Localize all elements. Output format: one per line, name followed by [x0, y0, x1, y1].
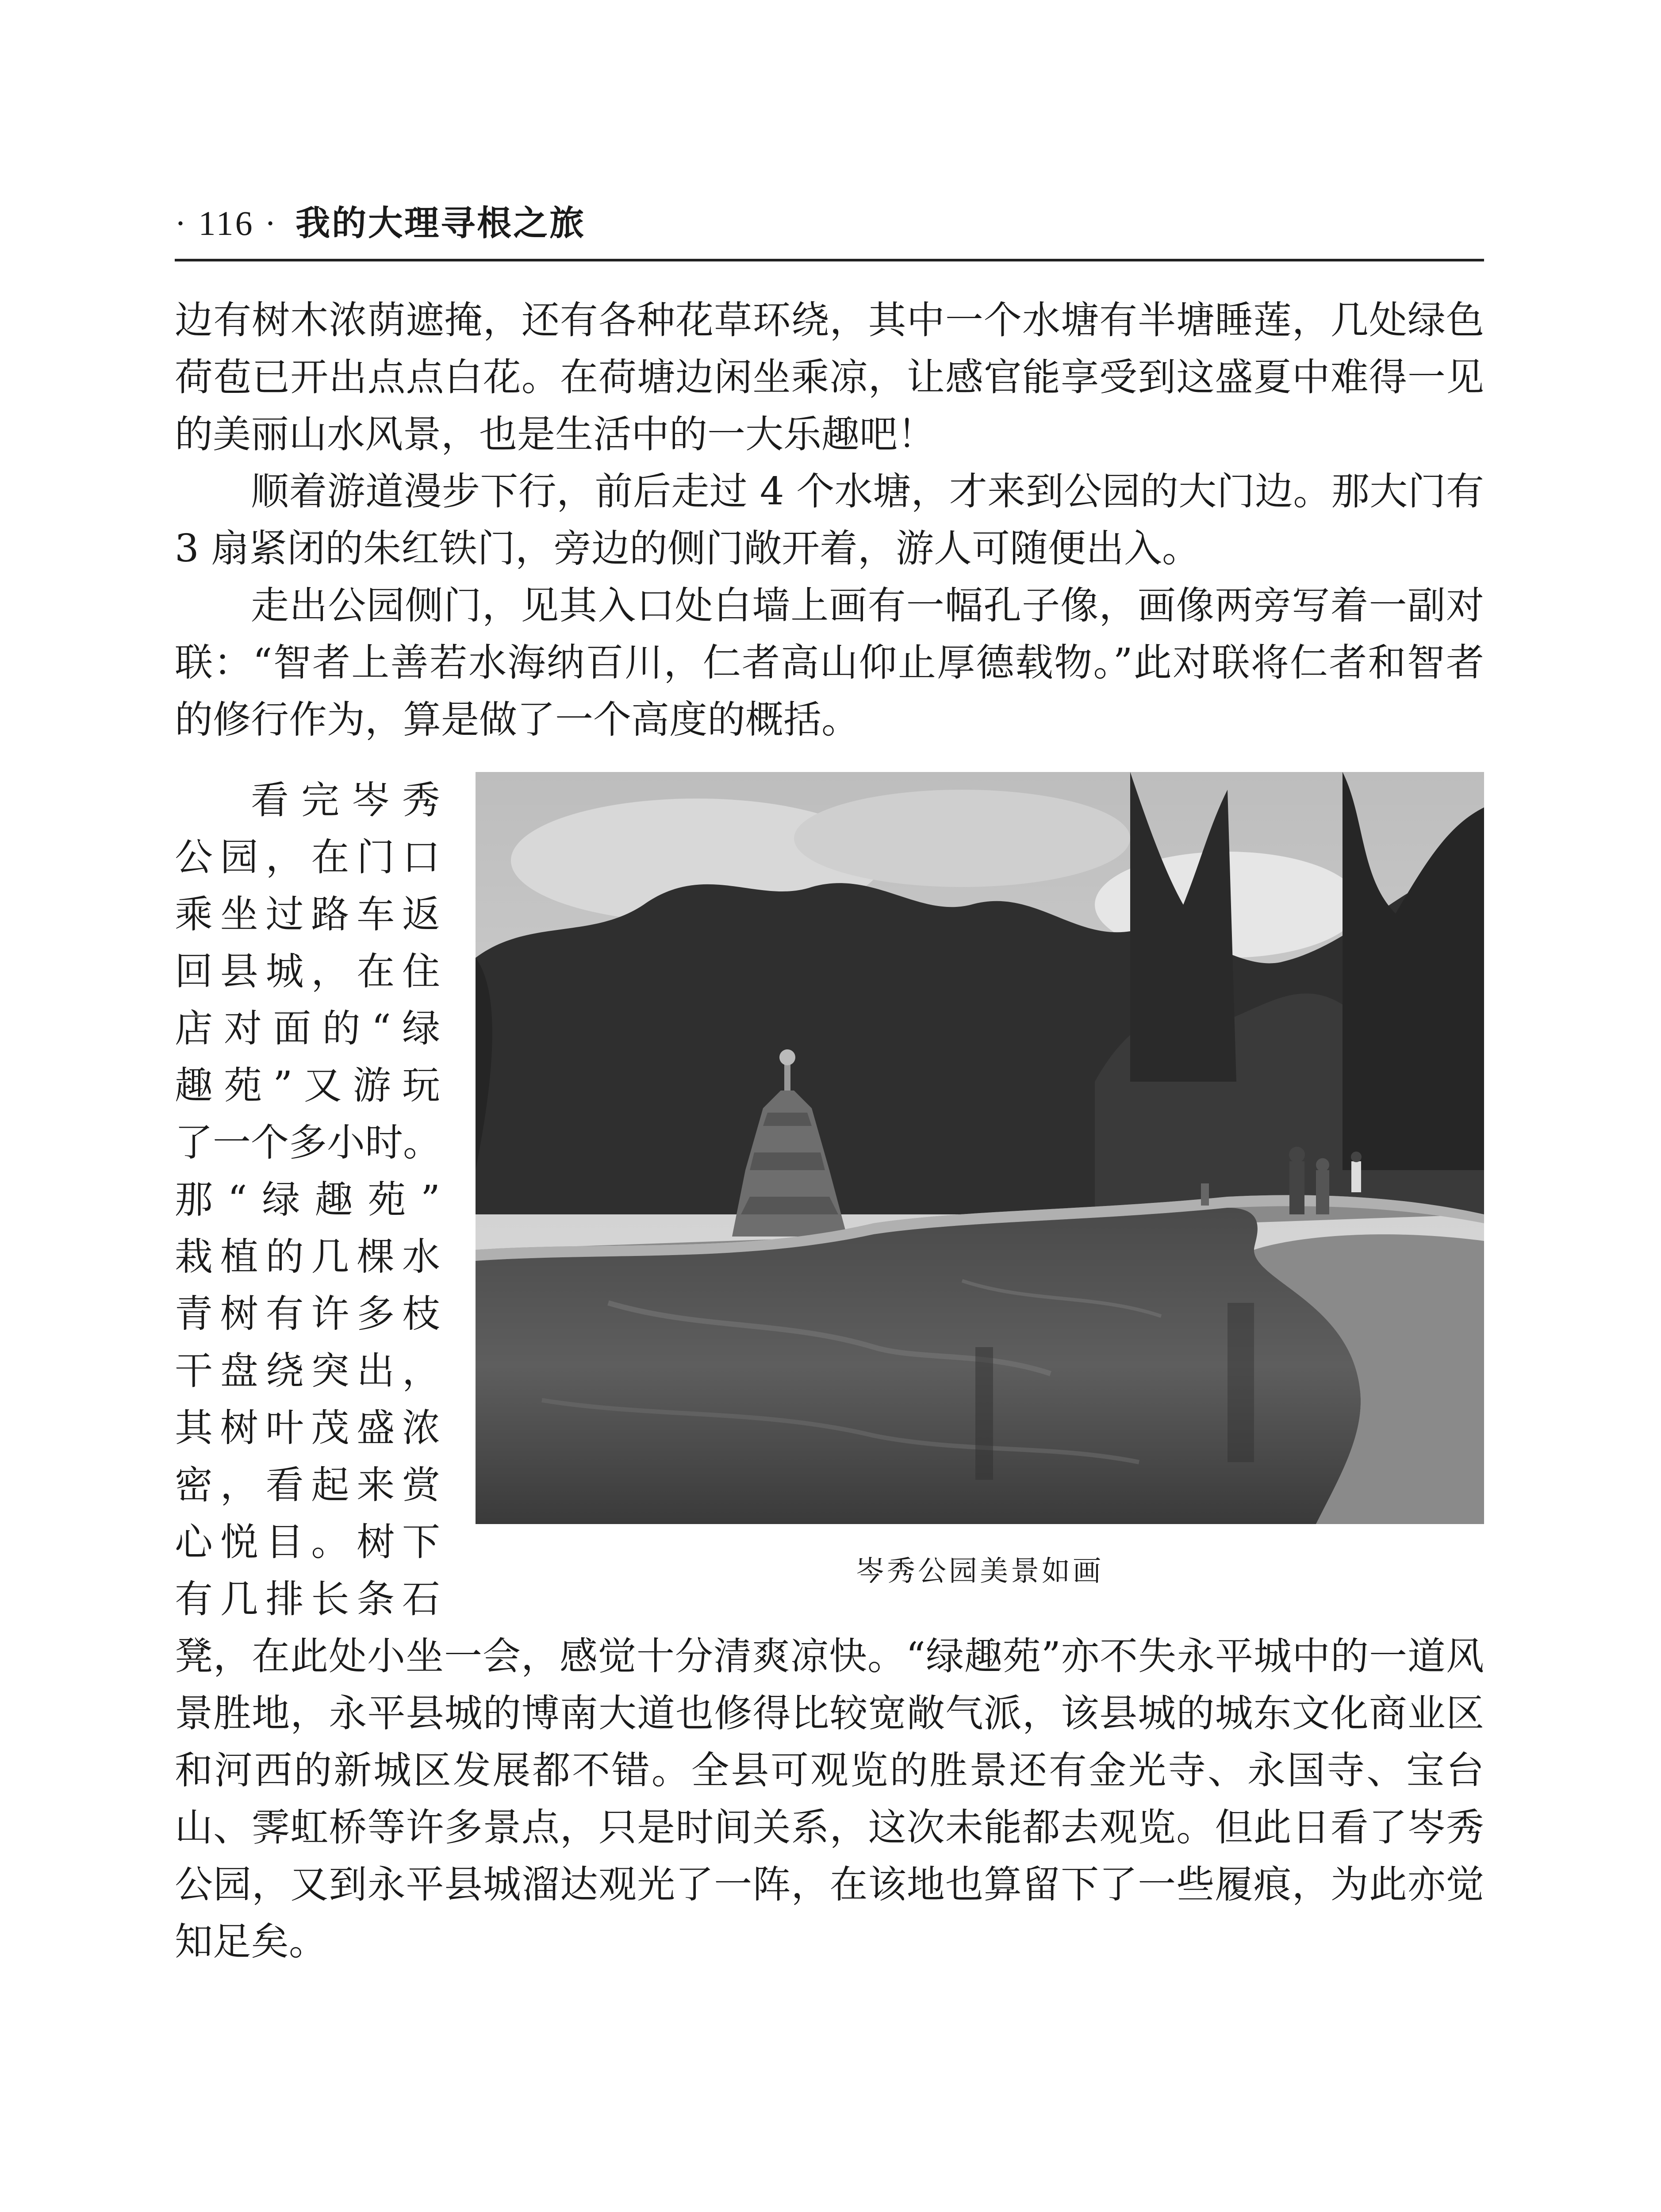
- wrapped-line: 那“绿趣苑”: [175, 1178, 440, 1222]
- paragraph-3: 走出公园侧门，见其入口处白墙上画有一幅孔子像，画像两旁写着一副对联：“智者上善若水海纳百川，仁者高山仰止厚德载物。”此对联将仁者和智者的修行作为，算是做了一个高度的概括。: [175, 584, 1484, 742]
- park-pond-illustration: [476, 772, 1484, 1524]
- wrapped-line: 有几排长条石: [175, 1577, 440, 1621]
- wrapped-line: 回县城，在住: [175, 949, 440, 994]
- page-number: · 116 ·: [175, 204, 278, 242]
- wrapped-line: 了一个多小时。: [175, 1121, 441, 1165]
- wrapped-line: 密，看起来赏: [175, 1463, 440, 1507]
- paragraph-2: 顺着游道漫步下行，前后走过 4 个水塘，才来到公园的大门边。那大门有 3 扇紧闭的朱红铁门，旁边的侧门敞开着，游人可随便出入。: [175, 469, 1484, 571]
- paragraph-4-continued: 凳，在此处小坐一会，感觉十分清爽凉快。“绿趣苑”亦不失永平城中的一道风景胜地，永平县城的博南大道也修得比较宽敞气派，该县城的城东文化商业区和河西的新城区发展都不错。全县可观览的胜景还有金光寺、永国寺、宝台山、霁虹桥等许多景点，只是时间关系，这次未能都去观览。但此日看了岑秀公园，又到永平县城溜达观光了一阵，在该地也算留下了一些履痕，为此亦觉知足矣。: [175, 1634, 1484, 1964]
- wrapped-line: 干盘绕突出，: [175, 1349, 440, 1393]
- wrapped-line: 公园，在门口: [175, 835, 440, 879]
- wrapped-line: 青树有许多枝: [175, 1292, 440, 1336]
- book-title: 我的大理寻根之旅: [295, 204, 586, 243]
- header-rule: [175, 259, 1484, 261]
- park-pond-photo: [476, 772, 1484, 1524]
- wrapped-line: 乘坐过路车返: [175, 892, 440, 937]
- wrapped-line: 看完岑秀: [251, 778, 440, 822]
- photo-caption: 岑秀公园美景如画: [856, 1555, 1104, 1588]
- running-header: [175, 195, 1484, 252]
- wrapped-line: 趣苑”又游玩: [175, 1064, 440, 1108]
- wrapped-line: 心悦目。树下: [175, 1520, 440, 1564]
- wrapped-line: 店对面的“绿: [175, 1006, 440, 1051]
- paragraph-1: 边有树木浓荫遮掩，还有各种花草环绕，其中一个水塘有半塘睡莲，几处绿色荷苞已开出点点白花。在荷塘边闲坐乘凉，让感官能享受到这盛夏中难得一见的美丽山水风景，也是生活中的一大乐趣吧！: [175, 298, 1484, 457]
- wrapped-line: 其树叶茂盛浓: [175, 1406, 440, 1450]
- paragraph-4-wrapped-column: [175, 772, 440, 1628]
- wrapped-line: 栽植的几棵水: [175, 1235, 440, 1279]
